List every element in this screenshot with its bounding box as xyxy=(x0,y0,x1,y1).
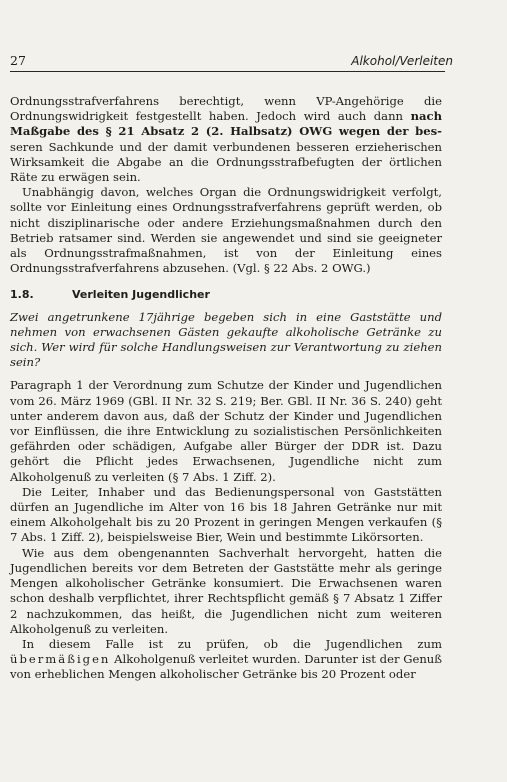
section-title: Verleiten Jugendlicher xyxy=(72,288,210,302)
paragraph-text: seren Sachkunde und der damit verbundenen besseren erzieherischen Wirksamkeit die Abgabe an die Ordnungsstrafbefugten der örtlichen Räte zu erwägen sein. xyxy=(10,139,442,185)
paragraph-text: Alkoholgenuß verleitet wurden. Darunter ist der Genuß von erheblichen Mengen alkoholischer Getränke bis 20 Prozent oder xyxy=(10,652,442,682)
case-question: Zwei angetrunkene 17jährige begeben sich in eine Gaststätte und nehmen von erwachsenen Gästen gekaufte alkoholische Getränke zu sich. Wer wird für solche Handlungsweisen zur Verantwortung zu ziehen sein? xyxy=(10,309,442,370)
paragraph-text: In diesem Falle ist zu prüfen, ob die Jugendlichen zum xyxy=(22,636,442,651)
running-title: Alkohol/Verleiten xyxy=(351,54,453,68)
paragraph-text: Ordnungsstrafverfahrens berechtigt, wenn VP-Angehörige die Ordnungswidrigkeit festgestellt haben. Jedoch wird auch dann xyxy=(10,94,442,124)
page-header xyxy=(10,53,453,68)
paragraph xyxy=(10,637,442,683)
header-rule xyxy=(10,71,445,72)
paragraph: Paragraph 1 der Verordnung zum Schutze der Kinder und Jugendlichen vom 26. März 1969 (GBl. II Nr. 32 S. 219; Ber. GBl. II Nr. 36 S. 240) geht unter anderem davon aus, daß der Schutz der Kinder und Jugendlichen vor Einflüssen, die ihre Entwicklung zu sozialistischen Persönlichkeiten gefährden oder schädigen, Aufgabe aller Bürger der DDR ist. Dazu gehört die Pflicht jedes Erwachsenen, Jugendliche nicht zum Alkoholgenuß zu verleiten (§ 7 Abs. 1 Ziff. 2). xyxy=(10,378,442,484)
section-heading xyxy=(10,287,442,302)
bold-text: nach Maßgabe des § 21 Absatz 2 (2. Halbsatz) OWG wegen der bes- xyxy=(10,109,442,139)
section-number: 1.8. xyxy=(10,288,34,302)
page-number: 27 xyxy=(10,53,26,68)
paragraph: Die Leiter, Inhaber und das Bedienungspersonal von Gaststätten dürfen an Jugendliche im Alter von 16 bis 18 Jahren Getränke nur mit einem Alkoholgehalt bis zu 20 Prozent in geringen Mengen verkaufen (§ 7 Abs. 1 Ziff. 2), beispielsweise Bier, Wein und bestimmte Likörsorten. xyxy=(10,484,442,545)
emphasized-text: übermäßigen xyxy=(10,652,111,667)
paragraph xyxy=(10,94,442,185)
paragraph: Wie aus dem obengenannten Sachverhalt hervorgeht, hatten die Jugendlichen bereits vor dem Betreten der Gaststätte mehr als geringe Mengen alkoholischer Getränke konsumiert. Die Erwachsenen waren schon deshalb verpflichtet, ihrer Rechtspflicht gemäß § 7 Absatz 1 Ziffer 2 nachzukommen, das heißt, die Jugendlichen nicht zum weiteren Alkoholgenuß zu verleiten. xyxy=(10,545,442,636)
paragraph: Unabhängig davon, welches Organ die Ordnungswidrigkeit verfolgt, sollte vor Einleitung eines Ordnungsstrafverfahrens geprüft werden, ob nicht disziplinarische oder andere Erziehungsmaßnahmen durch den Betrieb ratsamer sind. Werden sie angewendet und sind sie geeigneter als Ordnungsstrafmaßnahmen, ist von der Einleitung eines Ordnungsstrafverfahrens abzusehen. (Vgl. § 22 Abs. 2 OWG.) xyxy=(10,185,442,276)
body-text xyxy=(10,94,442,683)
